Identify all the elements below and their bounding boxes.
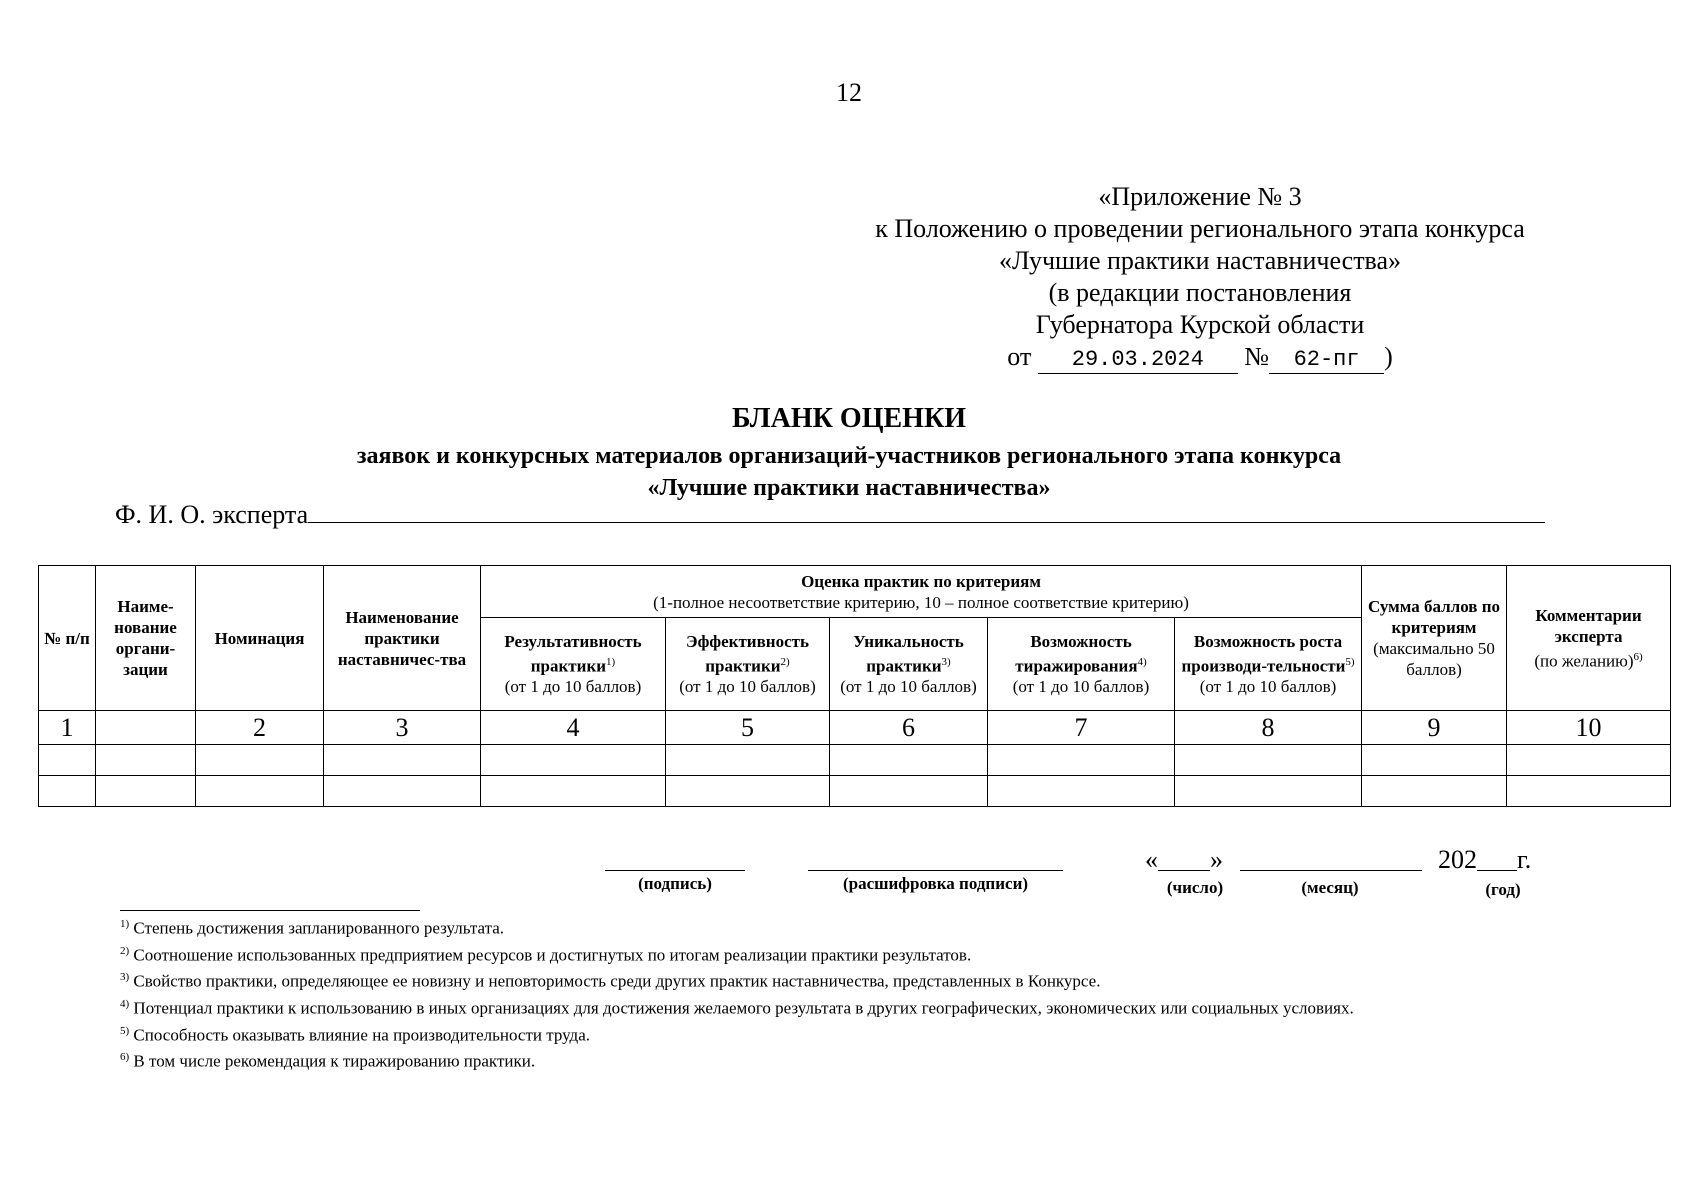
col-number-cell: 4 <box>481 711 666 745</box>
table-cell[interactable] <box>39 745 96 776</box>
table-cell[interactable] <box>1175 776 1362 807</box>
appendix-date-line <box>820 341 1580 374</box>
date-day-field <box>1145 845 1223 875</box>
criterion-2-title: Эффективность практики <box>686 631 809 676</box>
table-cell[interactable] <box>830 776 988 807</box>
header-comments <box>1507 566 1671 711</box>
form-subtitle <box>0 440 1698 504</box>
footnote-mark: 1) <box>120 918 130 930</box>
table-cell[interactable] <box>96 776 196 807</box>
date-year-field <box>1438 845 1531 875</box>
expert-label: Ф. И. О. эксперта <box>115 500 309 529</box>
expert-name-row <box>115 500 1545 530</box>
footnote-mark: 5) <box>120 1024 130 1037</box>
month-label: (месяц) <box>1301 878 1359 897</box>
criteria-group-note: (1-полное несоответствие критерию, 10 – полное соответствие критерию) <box>653 592 1189 612</box>
table-cell[interactable] <box>39 776 96 807</box>
table-cell[interactable] <box>1507 745 1671 776</box>
criterion-3-title: Уникальность практики <box>853 631 964 676</box>
footnotes <box>120 913 1354 1073</box>
footnote-text: Соотношение использованных предприятием ресурсов и достигнутых по итогам реализации практики результатов. <box>133 945 972 965</box>
criterion-2-sup: 2) <box>780 655 790 668</box>
criterion-5-sup: 5) <box>1345 655 1355 668</box>
page-number: 12 <box>836 78 862 107</box>
footnote-text: В том числе рекомендация к тиражированию практики. <box>133 1051 536 1071</box>
footnote-3 <box>120 966 1354 993</box>
table-cell[interactable] <box>988 745 1175 776</box>
footnote-mark: 2) <box>120 944 130 957</box>
footnote-separator <box>120 910 420 911</box>
criterion-3-note: (от 1 до 10 баллов) <box>840 677 977 697</box>
comments-note: (по желанию) <box>1534 651 1634 671</box>
col-number-cell: 2 <box>196 711 324 745</box>
col-number-cell: 7 <box>988 711 1175 745</box>
year-suffix: г. <box>1517 845 1532 874</box>
col-number-cell: 9 <box>1362 711 1507 745</box>
table-cell[interactable] <box>1362 776 1507 807</box>
col-number-cell: 3 <box>324 711 481 745</box>
footnote-mark: 3) <box>120 971 130 984</box>
footnote-6 <box>120 1046 1354 1073</box>
header-criteria-group <box>481 566 1362 618</box>
header-num: № п/п <box>39 566 96 711</box>
resolution-number: 62-пг <box>1269 347 1384 374</box>
signature-line[interactable] <box>605 870 745 871</box>
expert-name-field[interactable] <box>308 504 1545 523</box>
appendix-line-4: (в редакции постановления <box>1048 278 1352 307</box>
criterion-4-sup: 4) <box>1137 655 1147 668</box>
criterion-5-note: (от 1 до 10 баллов) <box>1199 677 1337 697</box>
number-label: № <box>1244 342 1270 371</box>
resolution-date: 29.03.2024 <box>1038 347 1238 374</box>
table-cell[interactable] <box>666 776 830 807</box>
day-label: (число) <box>1166 878 1224 897</box>
table-cell[interactable] <box>666 745 830 776</box>
footnote-2 <box>120 940 1354 967</box>
header-criterion-2 <box>666 618 830 711</box>
evaluation-table <box>38 565 1671 807</box>
table-cell[interactable] <box>830 745 988 776</box>
header-practice-name: Наименование практики наставничес-тва <box>324 566 481 711</box>
header-criterion-3 <box>830 618 988 711</box>
criterion-3-sup: 3) <box>941 655 951 668</box>
criterion-1-sup: 1) <box>606 655 616 668</box>
signature-label: (подпись) <box>638 874 712 893</box>
quote-open: « <box>1145 845 1158 874</box>
year-blank[interactable] <box>1477 850 1517 871</box>
criteria-group-title: Оценка практик по критериям <box>801 571 1041 591</box>
month-line[interactable] <box>1240 870 1422 871</box>
table-cell[interactable] <box>324 776 481 807</box>
footnote-mark: 6) <box>120 1051 130 1064</box>
sum-note: (максимально 50 баллов) <box>1373 639 1495 679</box>
header-criterion-5 <box>1175 618 1362 711</box>
table-row <box>39 745 1671 776</box>
footnote-4 <box>120 993 1354 1020</box>
table-cell[interactable] <box>196 745 324 776</box>
table-cell[interactable] <box>96 745 196 776</box>
col-number-cell: 1 <box>39 711 96 745</box>
table-cell[interactable] <box>988 776 1175 807</box>
footnote-mark: 4) <box>120 997 130 1010</box>
table-cell[interactable] <box>1507 776 1671 807</box>
header-sum <box>1362 566 1507 711</box>
footnote-text: Способность оказывать влияние на производительности труда. <box>133 1025 591 1045</box>
form-subtitle-line-1: заявок и конкурсных материалов организаций-участников регионального этапа конкурса <box>356 443 1342 469</box>
appendix-line-1: «Приложение № 3 <box>1098 182 1302 211</box>
header-criterion-1 <box>481 618 666 711</box>
col-number-cell: 8 <box>1175 711 1362 745</box>
sum-title: Сумма баллов по критериям <box>1368 597 1500 637</box>
footnote-1 <box>120 913 1354 940</box>
footnote-text: Потенциал практики к использованию в иных организациях для достижения желаемого результата в других географических, экономических или социальных условиях. <box>133 998 1354 1018</box>
table-cell[interactable] <box>196 776 324 807</box>
criterion-4-title: Возможность тиражирования <box>1015 631 1138 676</box>
appendix-line-3: «Лучшие практики наставничества» <box>998 246 1402 275</box>
footnote-text: Степень достижения запланированного результата. <box>133 918 505 938</box>
appendix-header <box>820 181 1580 374</box>
col-number-cell: 5 <box>666 711 830 745</box>
col-number-cell: 10 <box>1507 711 1671 745</box>
col-number-cell <box>96 711 196 745</box>
header-criterion-4 <box>988 618 1175 711</box>
table-cell[interactable] <box>481 745 666 776</box>
appendix-line-5: Губернатора Курской области <box>1035 310 1365 339</box>
footnote-5 <box>120 1020 1354 1047</box>
col-number-cell: 6 <box>830 711 988 745</box>
criterion-2-note: (от 1 до 10 баллов) <box>679 677 816 697</box>
table-cell[interactable] <box>1175 745 1362 776</box>
criterion-1-note: (от 1 до 10 баллов) <box>504 677 642 697</box>
comments-title: Комментарии эксперта <box>1535 605 1642 646</box>
appendix-line-2: к Положению о проведении регионального этапа конкурса <box>875 214 1525 243</box>
footnote-text: Свойство практики, определяющее ее новизну и неповторимость среди других практик наставничества, представленных в Конкурсе. <box>133 971 1101 991</box>
table-cell[interactable] <box>1362 745 1507 776</box>
signature-decode-line[interactable] <box>808 870 1063 871</box>
form-title: БЛАНК ОЦЕНКИ <box>731 403 967 434</box>
close-paren: ) <box>1384 342 1393 371</box>
signature-decode-label: (расшифровка подписи) <box>842 874 1029 893</box>
table-cell[interactable] <box>481 776 666 807</box>
year-label: (год) <box>1485 880 1521 899</box>
column-number-row <box>39 711 1671 745</box>
year-prefix: 202 <box>1438 845 1477 874</box>
header-nomination: Номинация <box>196 566 324 711</box>
table-row <box>39 776 1671 807</box>
quote-close: » <box>1210 845 1223 874</box>
day-blank[interactable] <box>1158 850 1210 871</box>
form-subtitle-line-2: «Лучшие практики наставничества» <box>647 475 1051 501</box>
table-cell[interactable] <box>324 745 481 776</box>
criterion-1-title: Результативность практики <box>504 631 642 676</box>
criterion-4-note: (от 1 до 10 баллов) <box>1012 677 1150 697</box>
from-label: от <box>1007 342 1032 371</box>
criterion-5-title: Возможность роста производи-тельности <box>1181 631 1346 676</box>
comments-sup: 6) <box>1633 650 1643 663</box>
header-org-name: Наиме-нование органи-зации <box>96 566 196 711</box>
comments-note-wrap <box>1509 647 1668 672</box>
